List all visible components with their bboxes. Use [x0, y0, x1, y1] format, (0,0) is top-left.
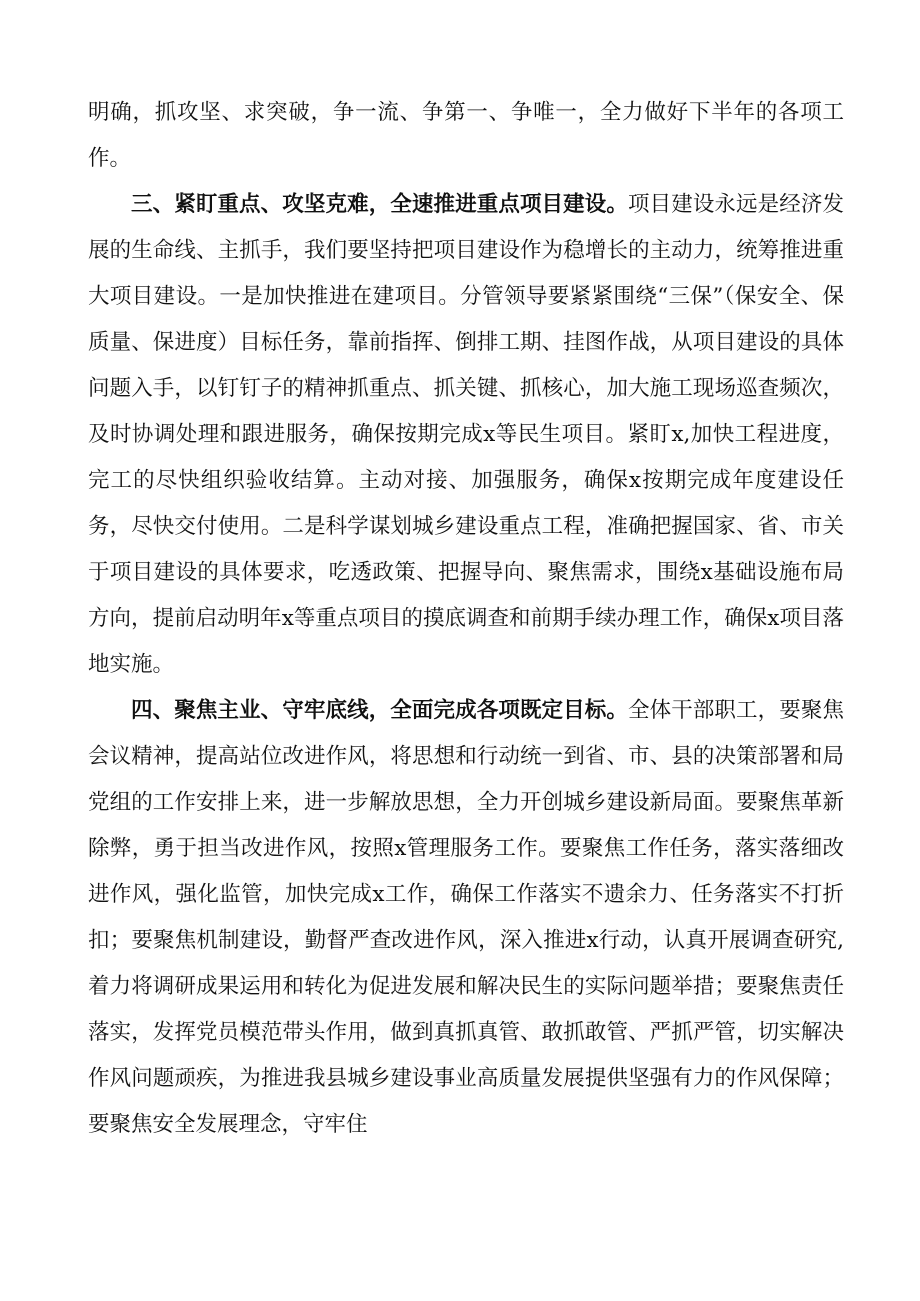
paragraph-continuation: [88, 90, 844, 182]
document-page: [88, 90, 844, 1148]
paragraph-text: 全体干部职工，要聚焦会议精神，提高站位改进作风，将思想和行动统一到省、市、县的决策部署和局党组的工作安排上来，进一步解放思想，全力开创城乡建设新局面。要聚焦革新除弊，勇于担当改进作风，按照x管理服务工作。要聚焦工作任务，落实落细改进作风，强化监管，加快完成x工作，确保工作落实不遗余力、任务落实不打折扣；要聚焦机制建设，勤督严查改进作风，深入推进x行动，认真开展调查研究,着力将调研成果运用和转化为促进发展和解决民生的实际问题举措；要聚焦责任落实，发挥党员模范带头作用，做到真抓真管、敢抓敢管、严抓严管，切实解决作风问题顽疾，为推进我县城乡建设事业高质量发展提供坚强有力的作风保障；要聚焦安全发展理念，守牢住: [88, 698, 844, 1137]
section-heading: 三、紧盯重点、攻坚克难，全速推进重点项目建设。: [131, 192, 628, 217]
paragraph-section-four: [88, 688, 844, 1148]
paragraph-section-three: [88, 182, 844, 688]
section-heading: 四、聚焦主业、守牢底线，全面完成各项既定目标。: [131, 698, 628, 723]
paragraph-text: 明确，抓攻坚、求突破，争一流、争第一、争唯一，全力做好下半年的各项工作。: [88, 100, 844, 171]
paragraph-text: 项目建设永远是经济发展的生命线、主抓手，我们要坚持把项目建设作为稳增长的主动力，统筹推进重大项目建设。一是加快推进在建项目。分管领导要紧紧围绕“三保”（保安全、保质量、保进度）目标任务，靠前指挥、倒排工期、挂图作战，从项目建设的具体问题入手，以钉钉子的精神抓重点、抓关键、抓核心，加大施工现场巡查频次，及时协调处理和跟进服务，确保按期完成x等民生项目。紧盯x,加快工程进度，完工的尽快组织验收结算。主动对接、加强服务，确保x按期完成年度建设任务，尽快交付使用。二是科学谋划城乡建设重点工程，准确把握国家、省、市关于项目建设的具体要求，吃透政策、把握导向、聚焦需求，围绕x基础设施布局方向，提前启动明年x等重点项目的摸底调查和前期手续办理工作，确保x项目落地实施。: [88, 192, 844, 677]
